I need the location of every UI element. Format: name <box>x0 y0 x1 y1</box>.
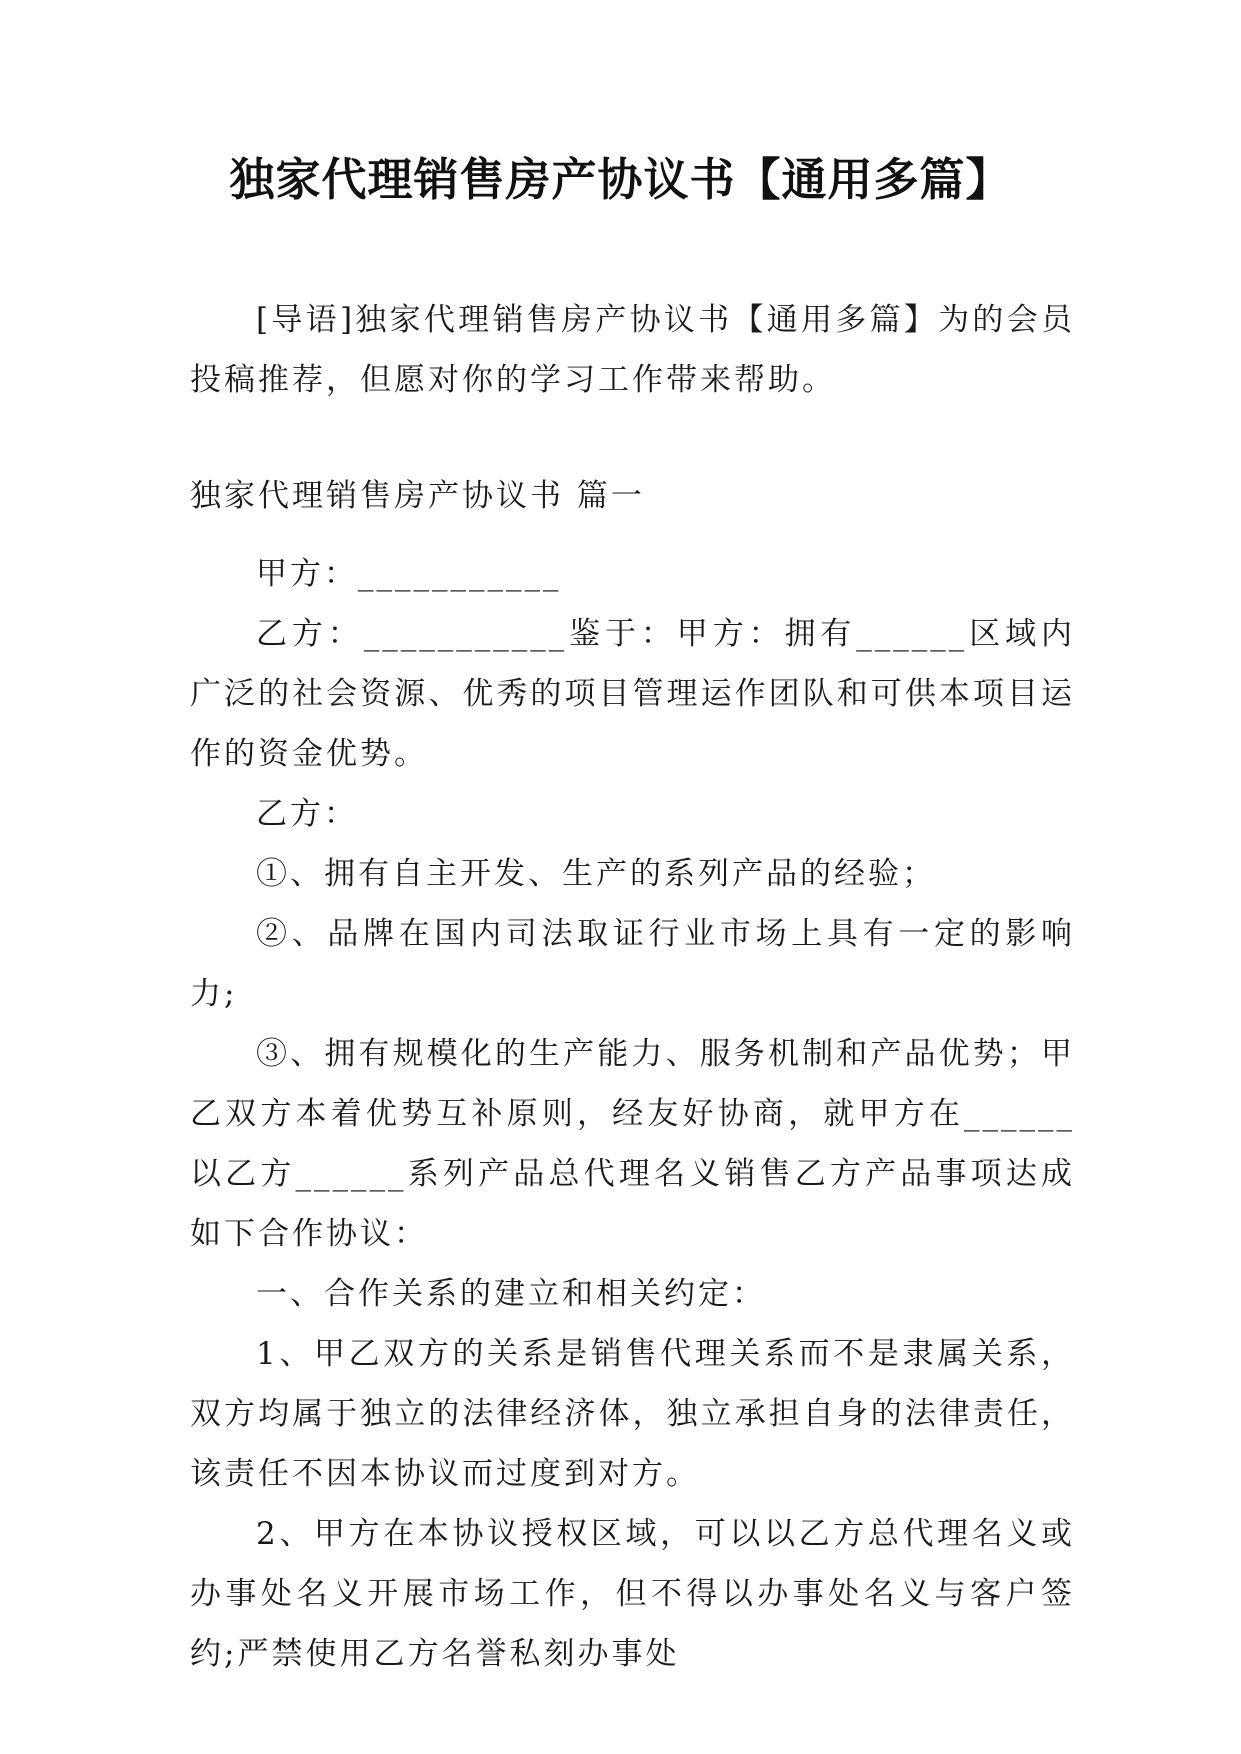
party-a-line: 甲方：___________ <box>256 556 562 592</box>
party-b-label: 乙方： <box>256 796 358 832</box>
party-b-paragraph: 乙方：___________鉴于：甲方：拥有______区域内广泛的社会资源、优秀的项目管理运作团队和可供本项目运作的资金优势。 <box>190 616 1075 772</box>
intro-paragraph: [导语]独家代理销售房产协议书【通用多篇】为的会员投稿推荐，但愿对你的学习工作带来帮助。 <box>190 302 1075 398</box>
list-item-2: ②、品牌在国内司法取证行业市场上具有一定的影响力; <box>190 916 1075 1012</box>
document-body <box>190 290 1075 1684</box>
list-item-3: ③、拥有规模化的生产能力、服务机制和产品优势；甲乙双方本着优势互补原则，经友好协商，就甲方在______以乙方______系列产品总代理名义销售乙方产品事项达成如下合作协议： <box>190 1036 1075 1252</box>
list-item-1: ①、拥有自主开发、生产的系列产品的经验； <box>256 856 936 892</box>
clause-1-1: 1、甲乙双方的关系是销售代理关系而不是隶属关系，双方均属于独立的法律经济体，独立承担自身的法律责任，该责任不因本协议而过度到对方。 <box>190 1336 1075 1492</box>
clause-1-2: 2、甲方在本协议授权区域，可以以乙方总代理名义或办事处名义开展市场工作，但不得以办事处名义与客户签约;严禁使用乙方名誉私刻办事处 <box>190 1516 1075 1672</box>
section-heading: 独家代理销售房产协议书 篇一 <box>190 478 645 514</box>
clause-heading-1: 一、合作关系的建立和相关约定： <box>256 1276 766 1312</box>
document-title: 独家代理销售房产协议书【通用多篇】 <box>229 153 1012 206</box>
